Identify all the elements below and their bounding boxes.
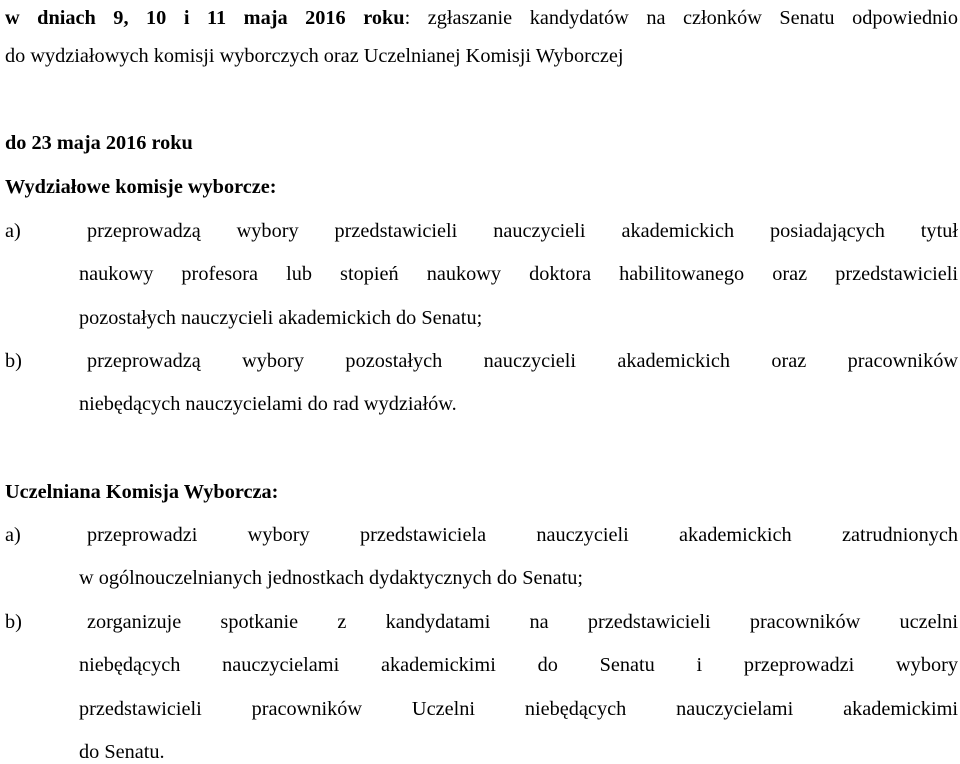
list-label: b)	[5, 611, 22, 633]
intro-line-2: do wydziałowych komisji wyborczych oraz Uczelnianej Komisji Wyborczej	[5, 45, 624, 67]
section1-heading: Wydziałowe komisje wyborcze:	[5, 176, 277, 198]
list-item-line: przeprowadzą wybory pozostałych nauczycieli akademickich oraz pracowników	[87, 350, 958, 372]
list-label: a)	[5, 524, 21, 546]
list-item-line: przedstawicieli pracowników Uczelni niebędących nauczycielami akademickimi	[79, 698, 958, 720]
intro-text-1: : zgłaszanie kandydatów na członków Senatu odpowiednio	[404, 7, 958, 29]
list-item-line: do Senatu.	[79, 741, 165, 763]
intro-line-1	[5, 6, 958, 30]
list-item-line: przeprowadzi wybory przedstawiciela nauczycieli akademickich zatrudnionych	[87, 524, 958, 546]
list-label: a)	[5, 220, 21, 242]
section1-date: do 23 maja 2016 roku	[5, 132, 193, 154]
list-item-line: zorganizuje spotkanie z kandydatami na przedstawicieli pracowników uczelni	[87, 611, 958, 633]
list-item-line: w ogólnouczelnianych jednostkach dydaktycznych do Senatu;	[79, 567, 584, 589]
list-item-line: niebędących nauczycielami akademickimi do Senatu i przeprowadzi wybory	[79, 654, 958, 676]
list-item-line: pozostałych nauczycieli akademickich do Senatu;	[79, 307, 483, 329]
list-item-line: przeprowadzą wybory przedstawicieli nauczycieli akademickich posiadających tytuł	[87, 220, 958, 242]
list-label: b)	[5, 350, 22, 372]
list-item-line: niebędących nauczycielami do rad wydziałów.	[79, 393, 457, 415]
intro-date: w dniach 9, 10 i 11 maja 2016 roku	[5, 7, 405, 29]
list-item-line: naukowy profesora lub stopień naukowy doktora habilitowanego oraz przedstawicieli	[79, 263, 958, 285]
section2-heading: Uczelniana Komisja Wyborcza:	[5, 481, 279, 503]
